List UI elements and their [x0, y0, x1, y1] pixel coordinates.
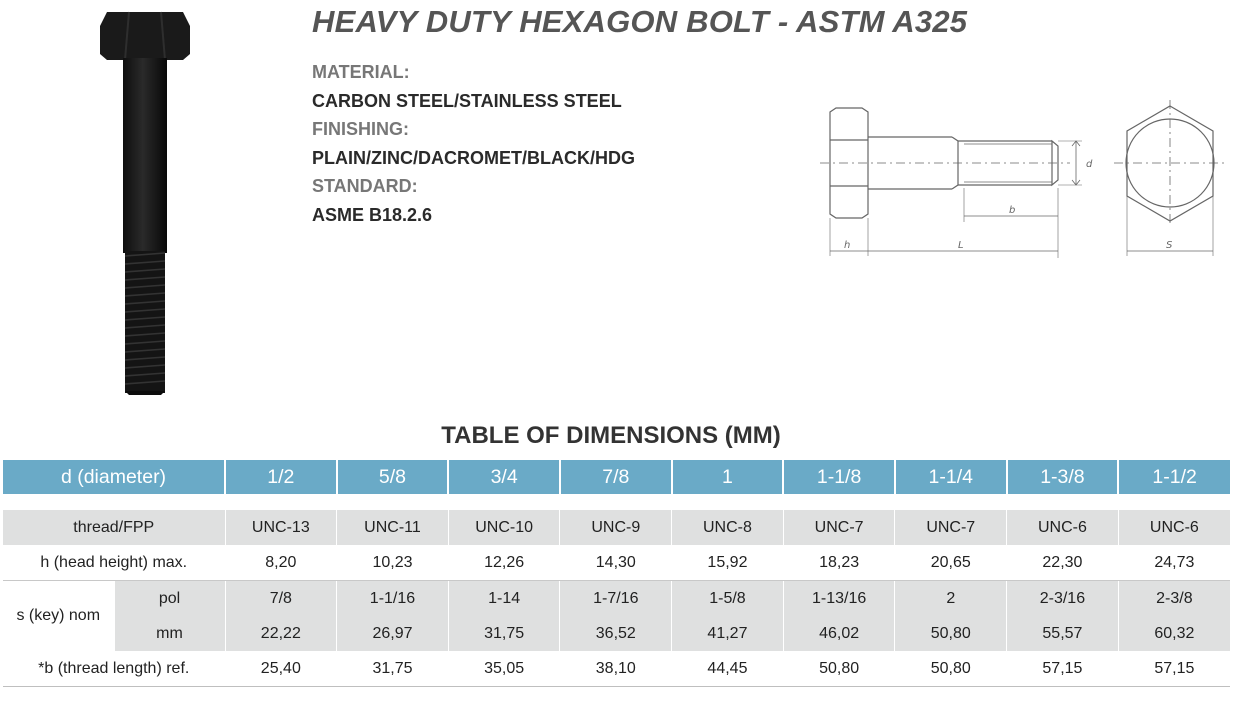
size-header: 1-3/8	[1007, 460, 1119, 494]
spec-standard-label: STANDARD:	[312, 176, 418, 196]
table-cell: 20,65	[895, 545, 1007, 581]
table-cell: 55,57	[1007, 616, 1119, 651]
table-cell: 2	[895, 581, 1007, 617]
end-view-drawing	[1114, 100, 1225, 256]
size-header: 1-1/4	[895, 460, 1007, 494]
table-row-thread-length	[3, 651, 1230, 687]
size-header: 5/8	[337, 460, 449, 494]
table-title: TABLE OF DIMENSIONS (MM)	[441, 422, 781, 449]
table-cell: 1-7/16	[560, 581, 672, 617]
dim-label-l: L	[958, 240, 964, 251]
table-row-thread	[3, 510, 1230, 545]
table-cell: 1-14	[448, 581, 560, 617]
spec-finishing-label: FINISHING:	[312, 119, 409, 139]
dim-label-h: h	[844, 240, 851, 251]
table-cell: 7/8	[225, 581, 337, 617]
technical-drawing	[820, 98, 1225, 258]
table-cell: 31,75	[337, 651, 449, 687]
table-cell: 14,30	[560, 545, 672, 581]
table-row-key-pol	[3, 581, 1230, 617]
size-header: 1-1/2	[1118, 460, 1230, 494]
table-cell: 50,80	[895, 651, 1007, 687]
table-header-row	[3, 460, 1230, 494]
spec-list	[312, 61, 635, 232]
row-sublabel: mm	[114, 616, 225, 651]
table-cell: UNC-13	[225, 510, 337, 545]
table-cell: 25,40	[225, 651, 337, 687]
table-cell: 2-3/16	[1007, 581, 1119, 617]
row-sublabel: pol	[114, 581, 225, 617]
table-cell: UNC-7	[895, 510, 1007, 545]
table-cell: UNC-6	[1007, 510, 1119, 545]
table-cell: 46,02	[783, 616, 895, 651]
row-label: thread/FPP	[3, 510, 225, 545]
table-cell: 57,15	[1118, 651, 1230, 687]
table-cell: 12,26	[448, 545, 560, 581]
row-label: h (head height) max.	[3, 545, 225, 581]
table-cell: UNC-9	[560, 510, 672, 545]
product-title: HEAVY DUTY HEXAGON BOLT - ASTM A325	[312, 4, 968, 39]
table-cell: 35,05	[448, 651, 560, 687]
dimensions-table	[3, 460, 1230, 687]
table-cell: 50,80	[895, 616, 1007, 651]
header-label: d (diameter)	[3, 460, 225, 494]
table-cell: 1-5/8	[672, 581, 784, 617]
table-cell: 2-3/8	[1118, 581, 1230, 617]
table-cell: 15,92	[672, 545, 784, 581]
table-cell: 26,97	[337, 616, 449, 651]
row-label: s (key) nom	[3, 581, 114, 652]
table-cell: 31,75	[448, 616, 560, 651]
table-cell: 22,30	[1007, 545, 1119, 581]
table-cell: 38,10	[560, 651, 672, 687]
table-cell: 44,45	[672, 651, 784, 687]
table-row-head-height	[3, 545, 1230, 581]
table-cell: UNC-11	[337, 510, 449, 545]
table-cell: 18,23	[783, 545, 895, 581]
spec-material-label: MATERIAL:	[312, 62, 410, 82]
table-cell: 50,80	[783, 651, 895, 687]
side-view-drawing	[820, 108, 1082, 258]
spec-standard-value: ASME B18.2.6	[312, 204, 433, 225]
bolt-image	[95, 8, 195, 396]
table-cell: 24,73	[1118, 545, 1230, 581]
table-cell: UNC-8	[672, 510, 784, 545]
table-cell: 36,52	[560, 616, 672, 651]
size-header: 1-1/8	[783, 460, 895, 494]
dim-label-s: S	[1166, 240, 1173, 251]
table-row-key-mm	[3, 616, 1230, 651]
table-cell: 41,27	[672, 616, 784, 651]
table-cell: 10,23	[337, 545, 449, 581]
table-cell: 57,15	[1007, 651, 1119, 687]
table-cell: UNC-7	[783, 510, 895, 545]
table-cell: UNC-6	[1118, 510, 1230, 545]
size-header: 3/4	[448, 460, 560, 494]
size-header: 1	[672, 460, 784, 494]
table-cell: 22,22	[225, 616, 337, 651]
table-cell: UNC-10	[448, 510, 560, 545]
row-label: *b (thread length) ref.	[3, 651, 225, 687]
table-cell: 60,32	[1118, 616, 1230, 651]
size-header: 7/8	[560, 460, 672, 494]
table-cell: 1-1/16	[337, 581, 449, 617]
table-cell: 8,20	[225, 545, 337, 581]
spec-finishing-value: PLAIN/ZINC/DACROMET/BLACK/HDG	[312, 147, 635, 168]
table-cell: 1-13/16	[783, 581, 895, 617]
spec-material-value: CARBON STEEL/STAINLESS STEEL	[312, 90, 622, 111]
dim-label-d: d	[1086, 159, 1093, 170]
dim-label-b: b	[1009, 205, 1016, 216]
size-header: 1/2	[225, 460, 337, 494]
